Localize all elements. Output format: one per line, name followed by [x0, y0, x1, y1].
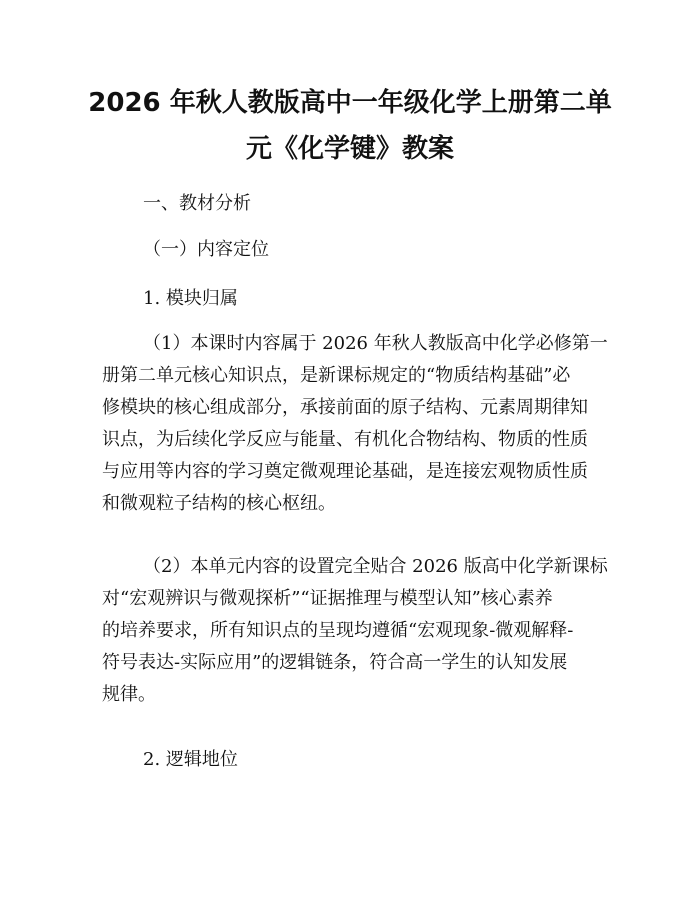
item-heading-module-attribution: 1. 模块归属 [143, 288, 238, 309]
paragraph-module-attribution-1 [102, 328, 608, 520]
section-heading-textbook-analysis: 一、教材分析 [143, 193, 251, 214]
paragraph-line: 和微观粒子结构的核心枢纽。 [102, 493, 336, 514]
paragraph-line: 与应用等内容的学习奠定微观理论基础，是连接宏观物质性质 [102, 461, 588, 482]
paragraph-line: （1）本课时内容属于 2026 年秋人教版高中化学必修第一 [143, 333, 608, 354]
paragraph-line: 识点，为后续化学反应与能量、有机化合物结构、物质的性质 [102, 429, 588, 450]
paragraph-line: 规律。 [102, 684, 156, 705]
paragraph-line: （2）本单元内容的设置完全贴合 2026 版高中化学新课标 [143, 556, 608, 577]
paragraph-line: 对“宏观辨识与微观探析”“证据推理与模型认知”核心素养 [102, 588, 553, 609]
document-title-line-1: 2026 年秋人教版高中一年级化学上册第二单 [88, 88, 612, 118]
item-heading-logical-position: 2. 逻辑地位 [143, 749, 238, 770]
subsection-heading-content-positioning: （一）内容定位 [143, 239, 269, 260]
paragraph-line: 符号表达-实际应用”的逻辑链条，符合高一学生的认知发展 [102, 652, 568, 673]
paragraph-line: 册第二单元核心知识点，是新课标规定的“物质结构基础”必 [102, 365, 571, 386]
paragraph-line: 的培养要求，所有知识点的呈现均遵循“宏观现象-微观解释- [102, 620, 574, 641]
document-title-line-2: 元《化学键》教案 [245, 134, 454, 164]
paragraph-line: 修模块的核心组成部分，承接前面的原子结构、元素周期律知 [102, 397, 588, 418]
paragraph-module-attribution-2 [102, 551, 608, 711]
